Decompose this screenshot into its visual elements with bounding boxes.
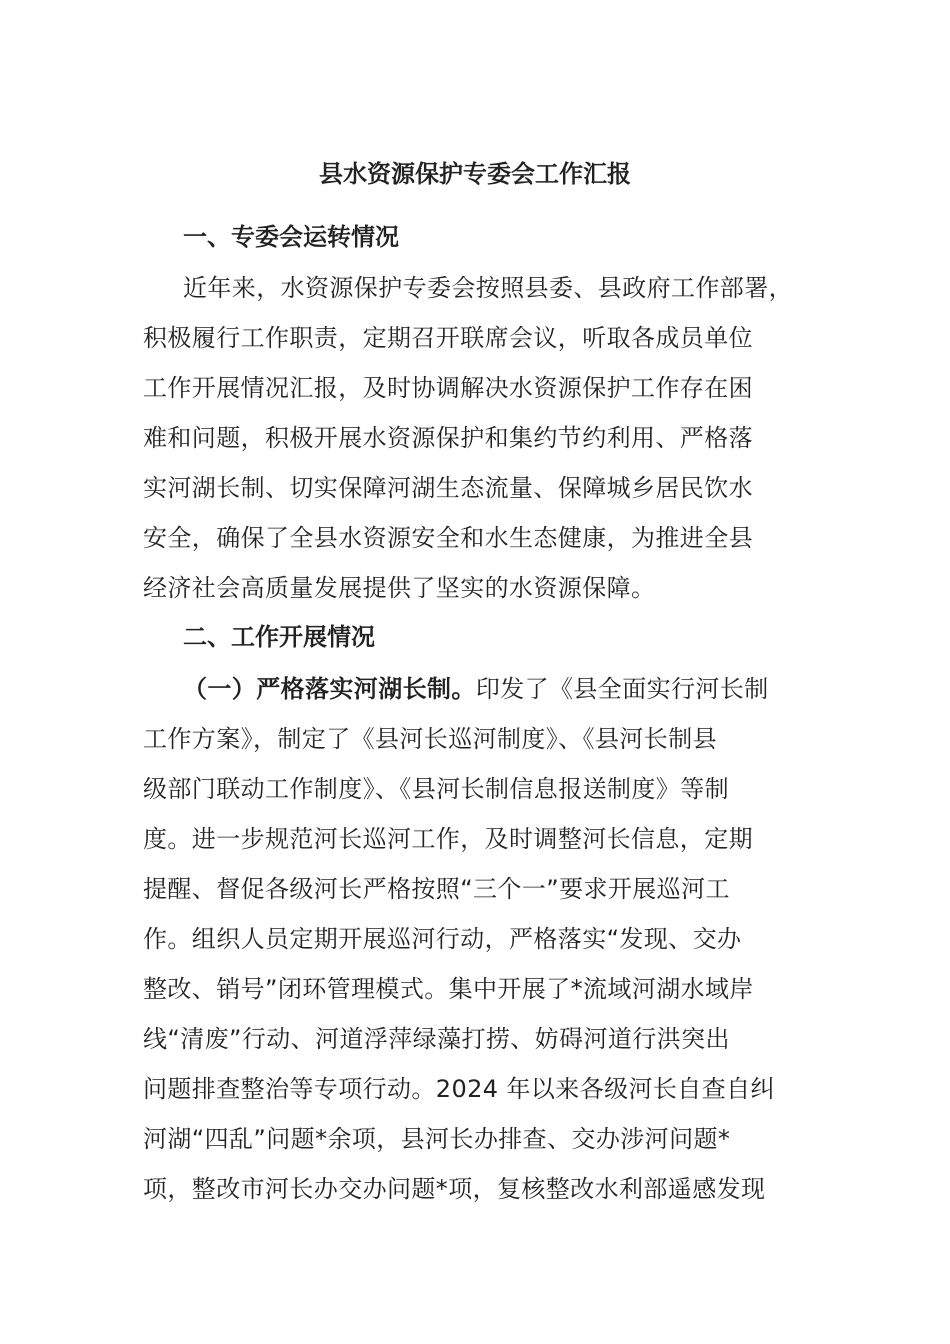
paragraph-line: 工作开展情况汇报，及时协调解决水资源保护工作存在困	[143, 374, 753, 402]
paragraph-line: 问题排查整治等专项行动。2024 年以来各级河长自查自纠	[143, 1075, 775, 1103]
paragraph-line: 作。组织人员定期开展巡河行动，严格落实“发现、交办	[143, 925, 742, 953]
section-1-paragraph	[143, 263, 813, 613]
paragraph-text: 印发了《县全面实行河长制	[475, 675, 769, 703]
section-2-paragraph	[143, 664, 813, 1214]
paragraph-line: 项，整改市河长办交办问题*项，复核整改水利部遥感发现	[143, 1175, 766, 1203]
section-heading-1: 一、专委会运转情况	[183, 223, 399, 251]
subsection-heading: （一）严格落实河湖长制。	[183, 675, 476, 703]
paragraph-line: 级部门联动工作制度》、《县河长制信息报送制度》等制	[143, 775, 729, 803]
paragraph-line: 经济社会高质量发展提供了坚实的水资源保障。	[143, 574, 656, 602]
paragraph-line: 提醒、督促各级河长严格按照“三个一”要求开展巡河工	[143, 875, 730, 903]
paragraph-line: 度。进一步规范河长巡河工作，及时调整河长信息，定期	[143, 825, 753, 853]
paragraph-line: 线“清废”行动、河道浮萍绿藻打捞、妨碍河道行洪突出	[143, 1025, 730, 1053]
paragraph-line: 近年来，水资源保护专委会按照县委、县政府工作部署，	[183, 274, 793, 302]
paragraph-line: 实河湖长制、切实保障河湖生态流量、保障城乡居民饮水	[143, 474, 753, 502]
paragraph-line: 整改、销号”闭环管理模式。集中开展了*流域河湖水域岸	[143, 975, 754, 1003]
paragraph-line: 安全，确保了全县水资源安全和水生态健康，为推进全县	[143, 524, 753, 552]
paragraph-line: 积极履行工作职责，定期召开联席会议，听取各成员单位	[143, 324, 753, 352]
paragraph-first-line	[143, 664, 813, 714]
document-title: 县水资源保护专委会工作汇报	[319, 160, 631, 188]
paragraph-line: 难和问题，积极开展水资源保护和集约节约利用、严格落	[143, 424, 753, 452]
paragraph-line: 河湖“四乱”问题*余项，县河长办排查、交办涉河问题*	[143, 1125, 731, 1153]
section-heading-2: 二、工作开展情况	[183, 623, 375, 651]
paragraph-line: 工作方案》，制定了《县河长巡河制度》、《县河长制县	[143, 725, 717, 753]
